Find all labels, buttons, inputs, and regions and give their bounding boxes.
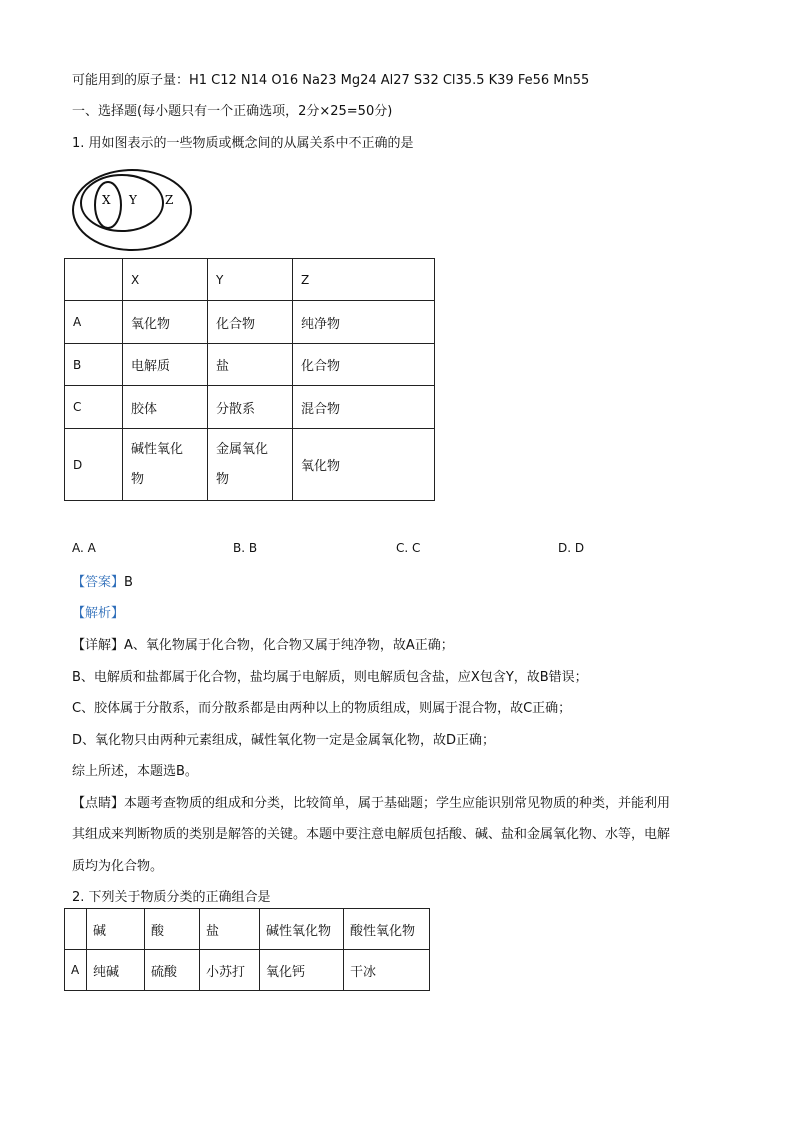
section-title	[72, 100, 392, 119]
comment-label: 【点睛】	[72, 796, 125, 811]
question-1-stem-text: 1. 用如图表示的一些物质或概念间的从属关系中不正确的是	[72, 136, 414, 151]
venn-middle-ellipse-y	[81, 175, 163, 231]
summary-line: 综上所述，本题选B。	[72, 764, 198, 779]
venn-outer-ellipse-z	[73, 170, 191, 250]
table-cell: A	[65, 301, 123, 344]
table-header-row	[65, 909, 430, 950]
cell-line: 金属氧化	[216, 441, 269, 457]
question-1-stem	[72, 132, 414, 151]
table-cell: Y	[208, 259, 293, 301]
table-header-row	[65, 259, 435, 301]
table-cell	[65, 259, 123, 301]
comment-text: 本题考查物质的组成和分类，比较简单，属于基础题；学生应能识别常见物质的种类，并能利用	[124, 796, 671, 811]
table-cell: 混合物	[293, 386, 435, 429]
atomic-masses-line	[72, 69, 589, 88]
option-b: B. B	[233, 541, 258, 555]
table-cell	[65, 909, 87, 950]
table-cell: 电解质	[123, 344, 208, 386]
question-2-stem	[72, 886, 271, 905]
table-cell: C	[65, 386, 123, 429]
venn-label-z: Z	[165, 193, 174, 207]
atomic-masses-text: 可能用到的原子量：H1 C12 N14 O16 Na23 Mg24 Al27 S32 Cl35.5 K39 Fe56 Mn55	[72, 73, 590, 88]
answer-line	[72, 571, 133, 590]
table-cell: X	[123, 259, 208, 301]
option-c: C. C	[396, 541, 421, 555]
option-d: D. D	[558, 541, 585, 555]
detail-line-b: B、电解质和盐都属于化合物，盐均属于电解质，则电解质包含盐，应X包含Y，故B错误；	[72, 670, 588, 685]
venn-label-y: Y	[129, 193, 137, 207]
answer-value: B	[124, 575, 133, 590]
table-cell: 化合物	[208, 301, 293, 344]
question-2-table	[64, 908, 430, 991]
detail-text: A、氧化物属于化合物，化合物又属于纯净物，故A正确；	[124, 638, 454, 653]
table-cell: Z	[293, 259, 435, 301]
comment-line-1	[72, 792, 670, 811]
table-cell: 氧化钙	[260, 950, 344, 991]
comment-line-2: 其组成来判断物质的类别是解答的关键。本题中要注意电解质包括酸、碱、盐和金属氧化物、水等，电解	[72, 827, 671, 842]
table-cell	[208, 429, 293, 501]
table-cell: 酸	[145, 909, 200, 950]
table-cell: 氧化物	[293, 429, 435, 501]
answer-label: 【答案】	[72, 575, 125, 590]
table-cell: 干冰	[344, 950, 430, 991]
table-row	[65, 344, 435, 386]
table-cell: 小苏打	[200, 950, 260, 991]
table-cell: D	[65, 429, 123, 501]
detail-line-d: D、氧化物只由两种元素组成，碱性氧化物一定是金属氧化物，故D正确；	[72, 733, 496, 748]
analysis-label: 【解析】	[72, 606, 125, 621]
question-2-stem-text: 2. 下列关于物质分类的正确组合是	[72, 890, 271, 905]
table-cell: 硫酸	[145, 950, 200, 991]
table-cell: A	[65, 950, 87, 991]
section-title-text: 一、选择题(每小题只有一个正确选项，2分×25=50分)	[72, 104, 393, 119]
table-cell: 纯碱	[87, 950, 145, 991]
table-cell: 纯净物	[293, 301, 435, 344]
cell-line: 物	[216, 471, 230, 487]
table-row	[65, 429, 435, 501]
cell-line: 物	[131, 471, 145, 487]
table-cell: 化合物	[293, 344, 435, 386]
table-cell: 碱性氧化物	[260, 909, 344, 950]
table-cell: 碱	[87, 909, 145, 950]
option-a: A. A	[72, 541, 96, 555]
table-cell: 盐	[208, 344, 293, 386]
detail-line-c: C、胶体属于分散系，而分散系都是由两种以上的物质组成，则属于混合物，故C正确；	[72, 701, 572, 716]
detail-line-a	[72, 634, 454, 653]
analysis-line	[72, 602, 124, 621]
venn-label-x: X	[102, 193, 111, 207]
detail-label: 【详解】	[72, 638, 125, 653]
cell-line: 碱性氧化	[131, 441, 184, 457]
table-cell: 酸性氧化物	[344, 909, 430, 950]
table-row	[65, 950, 430, 991]
venn-diagram	[70, 167, 194, 253]
table-row	[65, 301, 435, 344]
table-cell: 分散系	[208, 386, 293, 429]
comment-line-3: 质均为化合物。	[72, 859, 164, 874]
table-row	[65, 386, 435, 429]
table-cell	[123, 429, 208, 501]
question-1-table	[64, 258, 435, 501]
table-cell: 氧化物	[123, 301, 208, 344]
table-cell: 胶体	[123, 386, 208, 429]
table-cell: 盐	[200, 909, 260, 950]
table-cell: B	[65, 344, 123, 386]
